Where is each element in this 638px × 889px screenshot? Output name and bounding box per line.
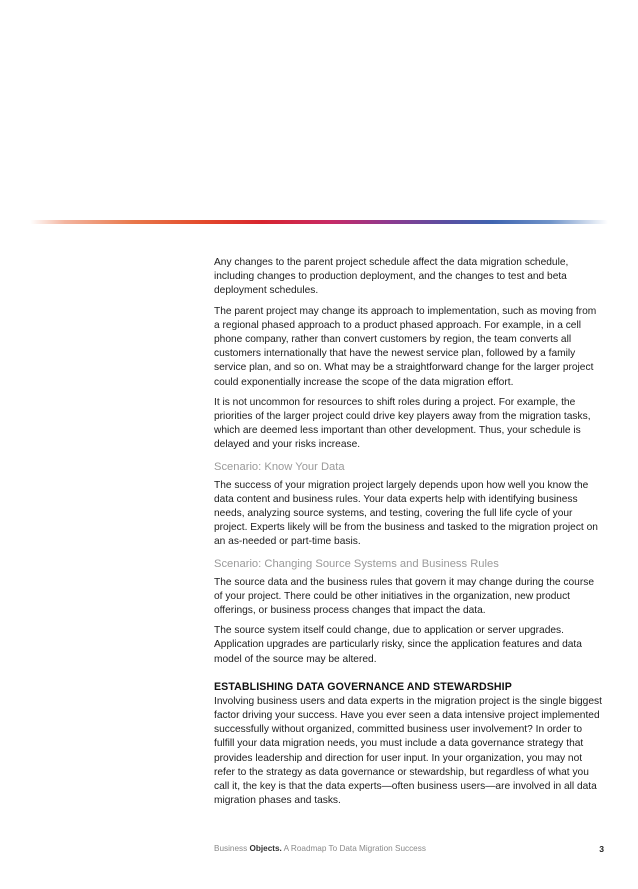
main-content xyxy=(214,256,602,815)
paragraph: The parent project may change its approach to implementation, such as moving from a regional phased approach to a product phased approach. For example, in a cell phone company, rather than convert customers by region, the team converts all customers internationally that have the newest service plan, followed by a family service plan, and so on. What may be a straightforward change for the larger project could exponentially increase the scope of the data migration effort. xyxy=(214,305,597,388)
paragraph: The source system itself could change, due to application or server upgrades. Application upgrades are particularly risky, since the application features and data model of the source may be altered. xyxy=(214,625,582,665)
paragraph: It is not uncommon for resources to shift roles during a project. For example, the priorities of the larger project could drive key players away from the migration tasks, which are deemed less important than other development. Thus, your schedule is delayed and your risks increase. xyxy=(214,396,591,451)
page-number: 3 xyxy=(599,844,604,854)
paragraph: Any changes to the parent project schedule affect the data migration schedule, including changes to production deployment, and the changes to test and beta deployment schedules. xyxy=(214,257,569,297)
paragraph: The source data and the business rules that govern it may change during the course of your project. There could be other initiatives in the organization, new product offerings, or business process changes that impact the data. xyxy=(214,576,594,617)
paragraph: Involving business users and data experts in the migration project is the single biggest factor driving your success. Have you ever seen a data intensive project implemented successfully without organized, committed business user involvement? In order to fulfill your data migration needs, you must include a data governance strategy that provides leadership and direction for user input. In your organization, you may not refer to the strategy as data governance or stewardship, but regardless of what you call it, the key is that the data experts—often business users—are involved in all data migration phases and tasks. xyxy=(214,695,602,807)
brand-name-part1: Business xyxy=(214,844,250,853)
scenario-heading: Scenario: Changing Source Systems and Business Rules xyxy=(214,557,499,570)
rainbow-divider xyxy=(30,220,608,224)
brand-name-part2: Objects. xyxy=(249,844,282,853)
paragraph: The success of your migration project largely depends upon how well you know the data content and business rules. Your data experts help with identifying business needs, analyzing source systems, and testing, covering the full life cycle of your project. Experts likely will be from the business and tasked to the migration project on an as-needed or part-time basis. xyxy=(214,479,598,548)
section-heading: ESTABLISHING DATA GOVERNANCE AND STEWARDSHIP xyxy=(214,680,512,693)
page-footer xyxy=(214,844,604,854)
footer-tagline: A Roadmap To Data Migration Success xyxy=(281,844,426,853)
scenario-heading: Scenario: Know Your Data xyxy=(214,460,345,473)
